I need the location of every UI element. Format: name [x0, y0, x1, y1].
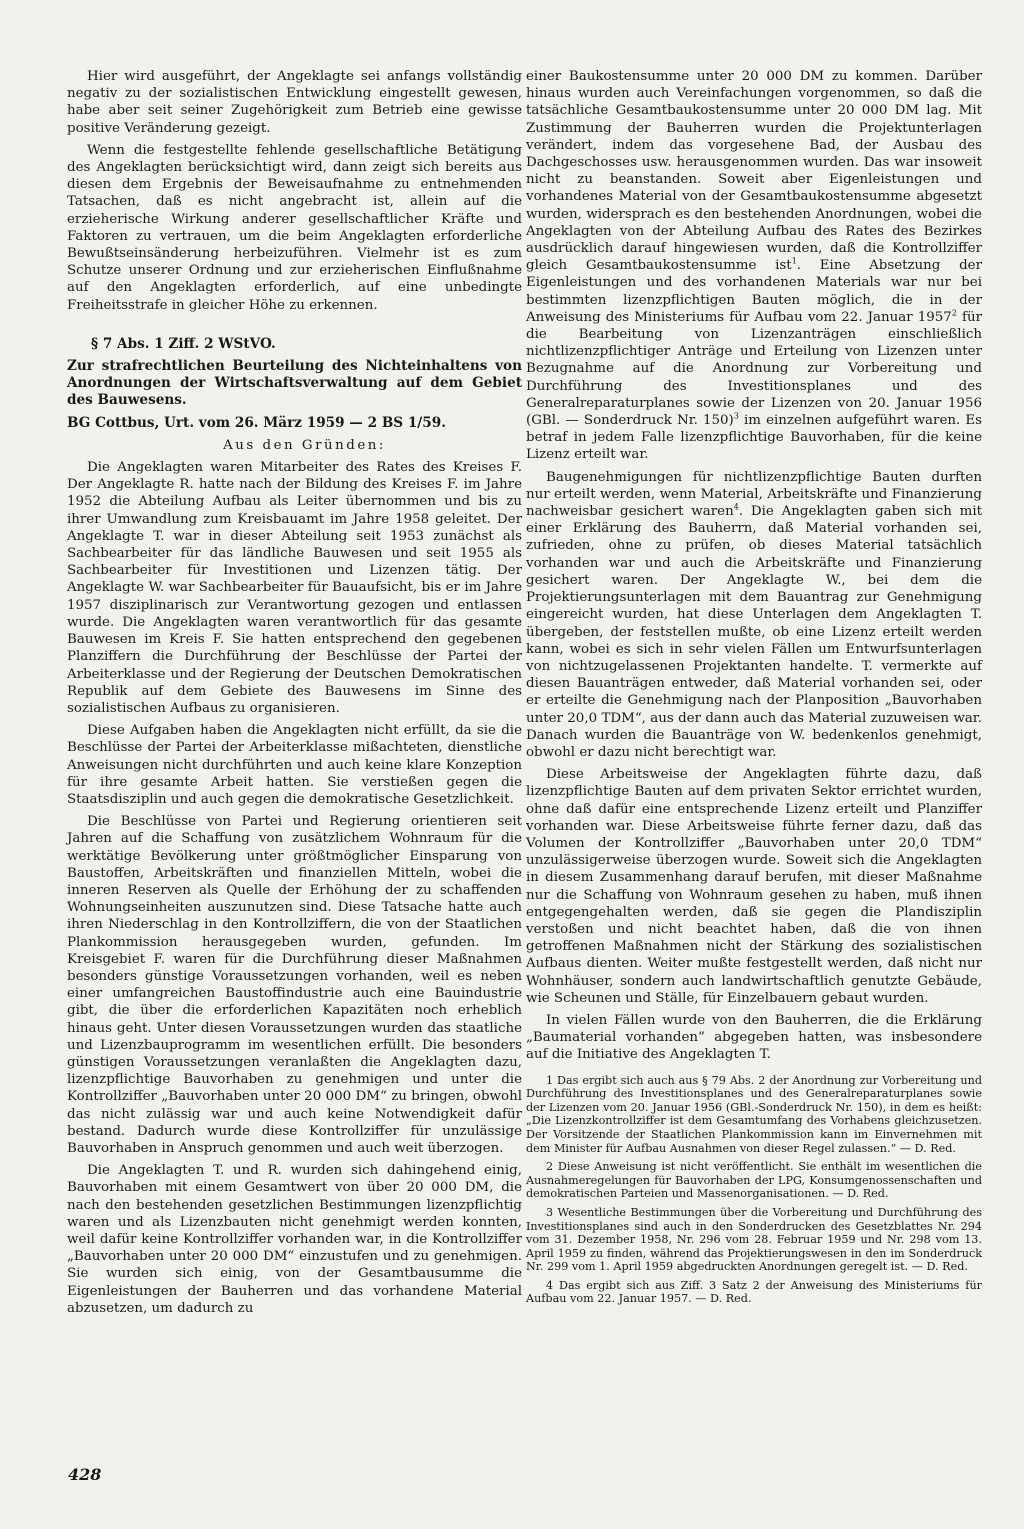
body-paragraph: [526, 68, 982, 464]
body-paragraph: [526, 469, 982, 761]
decision-header: [67, 336, 522, 432]
decision-subject: Zur strafrechtlichen Beurteilung des Nichteinhaltens von Anordnungen der Wirtschaftsverwaltung auf dem Gebiet des Bauwesens.: [67, 358, 522, 409]
court-citation: BG Cottbus, Urt. vom 26. März 1959 — 2 BS 1/59.: [67, 414, 446, 431]
body-paragraph: Die Beschlüsse von Partei und Regierung orientieren seit Jahren auf die Schaffung von zusätzlichem Wohnraum für die werktätige Bevölkerung unter größtmöglicher Einsparung von Baustoffen, Arbeitskräften und finanziellen Mitteln, wobei die inneren Reserven als Quelle der Erhöhung der zu schaffenden Wohnungseinheiten auszunutzen sind. Diese Tatsache hatte auch ihren Niederschlag in den Kontrollziffern, die von der Staatlichen Plankommission herausgegeben wurden, gefunden. Im Kreisgebiet F. waren für die Durchführung dieser Maßnahmen besonders günstige Voraussetzungen vorhanden, weil es neben einer umfangreichen Baustoffindustrie auch eine Bauindustrie gibt, die über die erforderlichen Kapazitäten noch erheblich hinaus geht. Unter diesen Voraussetzungen wurden das staatliche und Lizenzbauprogramm im wesentlichen erfüllt. Die besonders günstigen Voraussetzungen veranlaßten die Angeklagten dazu, lizenzpflichtige Bauvorhaben zu genehmigen und unter die Kontrollziffer „Bauvorhaben unter 20 000 DM“ zu bringen, obwohl das nicht zulässig war und auch keine Notwendigkeit dafür bestand. Dadurch wurde diese Kontrollziffer für unzulässige Bauvorhaben in Anspruch genommen und auch weit überzogen.: [67, 814, 522, 1156]
page-number: 428: [68, 1465, 102, 1484]
law-reference: § 7 Abs. 1 Ziff. 2 WStVO.: [91, 335, 276, 352]
footnote-marker: 1: [791, 256, 797, 266]
body-paragraph: Diese Arbeitsweise der Angeklagten führte dazu, daß lizenzpflichtige Bauten auf dem privaten Sektor errichtet wurden, ohne daß dafür eine entsprechende Lizenz erteilt und Planziffer vorhanden war. Diese Arbeitsweise führte ferner dazu, daß das Volumen der Kontrollziffer „Bauvorhaben unter 20,0 TDM“ unzulässigerweise überzogen wurde. Soweit sich die Angeklagten in diesem Zusammenhang darauf berufen, mit dieser Maßnahme nur die Schaffung von Wohnraum gesehen zu haben, muß ihnen entgegengehalten werden, daß sie gegen die Plandisziplin verstoßen und nicht beachtet haben, daß die von ihnen getroffenen Maßnahmen nicht der Stärkung des sozialistischen Aufbaus dienten. Weiter mußte festgestellt werden, daß nicht nur Wohnhäuser, sondern auch landwirtschaftlich genutzte Gebäude, wie Scheunen und Ställe, für Einzelbauern gebaut wurden.: [526, 767, 982, 1006]
footnote-marker: 4: [733, 502, 739, 512]
right-column: [526, 68, 982, 1311]
text-run: im einzelnen aufgeführt waren. Es betraf in jedem Falle lizenzpflichtige Bauvorhaben, für die keine Lizenz erteilt war.: [526, 413, 983, 463]
body-paragraph: Die Angeklagten T. und R. wurden sich dahingehend einig, Bauvorhaben mit einem Gesamtwert von über 20 000 DM, die nach den bestehenden gesetzlichen Bestimmungen lizenzpflichtig waren und als Lizenzbauten nicht genehmigt werden konnten, weil dafür keine Kontrollziffer vorhanden war, in die Kontrollziffer „Bauvorhaben unter 20 000 DM“ einzustufen und zu genehmigen. Sie wurden sich einig, von der Gesamtbausumme die Eigenleistungen der Bauherren und das vorhandene Material abzusetzen, um dadurch zu: [67, 1163, 522, 1316]
footnote-marker: 3: [733, 411, 739, 421]
footnote: 1 Das ergibt sich auch aus § 79 Abs. 2 der Anordnung zur Vorbereitung und Durchführung des Investitionsplanes und des Generalreparaturplanes sowie der Lizenzen vom 20. Januar 1956 (GBl.-Sonderdruck Nr. 150), in dem es heißt: „Die Lizenzkontrollziffer ist dem Gesamtumfang des Vorhabens gleichzusetzen. Der Vorsitzende der Staatlichen Plankommission kann im Einvernehmen mit dem Minister für Aufbau Ausnahmen von dieser Regel zulassen.“ — D. Red.: [526, 1073, 982, 1155]
footnote-marker: 2: [951, 308, 957, 318]
body-paragraph: Diese Aufgaben haben die Angeklagten nicht erfüllt, da sie die Beschlüsse der Partei der Arbeiterklasse mißachteten, dienstliche Anweisungen nicht durchführten und auch keine klare Konzeption für ihre gesamte Arbeit hatten. Sie verstießen gegen die Staatsdisziplin und auch gegen die demokratische Gesetzlichkeit.: [67, 723, 522, 807]
body-paragraph: Die Angeklagten waren Mitarbeiter des Rates des Kreises F. Der Angeklagte R. hatte nach der Bildung des Kreises F. im Jahre 1952 die Abteilung Aufbau als Leiter übernommen und bis zu ihrer Umwandlung zum Kreisbauamt im Jahre 1958 geleitet. Der Angeklagte T. war in dieser Abteilung seit 1953 zunächst als Sachbearbeiter für das ländliche Bauwesen und seit 1955 als Sachbearbeiter für Investitionen und Lizenzen tätig. Der Angeklagte W. war Sachbearbeiter für Bauaufsicht, bis er im Jahre 1957 disziplinarisch zur Verantwortung gezogen und entlassen wurde. Die Angeklagten waren verantwortlich für das gesamte Bauwesen im Kreis F. Sie hatten entsprechend den gegebenen Planziffern die Durchführung der Beschlüsse der Partei der Arbeiterklasse und der Regierung der Deutschen Demokratischen Republik auf dem Gebiete des Bauwesens im Sinne des sozialistischen Aufbaus zu organisieren.: [67, 460, 522, 716]
text-run: für die Bearbeitung von Lizenzanträgen einschließlich nichtlizenzpflichtiger Anträge und Erteilung von Lizenzen unter Bezugnahme auf die Anordnung zur Vorbereitung und Durchführung des Investitionsplanes und des Generalreparaturplanes sowie der Lizenzen von 20. Januar 1956 (GBl. — Sonderdruck Nr. 150): [526, 309, 982, 429]
text-run: einer Baukostensumme unter 20 000 DM zu kommen. Darüber hinaus wurden auch Vereinfachungen vorgenommen, so daß die tatsächliche Gesamtbaukostensumme unter 20 000 DM lag. Mit Zustimmung der Bauherren wurden die Projektunterlagen verändert, indem das vorgesehene Bad, der Ausbau des Dachgeschosses usw. herausgenommen wurden. Das war insoweit nicht zu beanstanden. Soweit aber Eigenleistungen und vorhandenes Material von der Gesamtbaukostensumme abgesetzt wurden, widersprach es den bestehenden Anordnungen, wobei die Angeklagten von der Abteilung Aufbau des Rates des Bezirkes ausdrücklich darauf hingewiesen wurden, daß die Kontrollziffer gleich Gesamtbaukostensumme ist: [526, 69, 982, 274]
intro-paragraph: Wenn die festgestellte fehlende gesellschaftliche Betätigung des Angeklagten berücksichtigt wird, dann zeigt sich bereits aus diesen dem Ergebnis der Beweisaufnahme zu entnehmenden Tatsachen, daß es nicht angebracht ist, allein auf die erzieherische Wirkung anderer gesellschaftlicher Kräfte und Faktoren zu vertrauen, um die beim Angeklagten erforderliche Bewußtseinsänderung herbeizuführen. Vielmehr ist es zum Schutze unserer Ordnung und zur erzieherischen Einflußnahme auf den Angeklagten erforderlich, auf eine unbedingte Freiheitsstrafe in gleicher Höhe zu erkennen.: [67, 142, 522, 313]
left-column: [67, 68, 522, 1322]
footnote: 3 Wesentliche Bestimmungen über die Vorbereitung und Durchführung des Investitionsplanes sind auch in den Sonderdrucken des Gesetzblattes Nr. 294 vom 31. Dezember 1958, Nr. 296 vom 28. Februar 1959 und Nr. 298 vom 13. April 1959 zu finden, während das Projektierungswesen in den im Sonderdruck Nr. 299 vom 1. April 1959 abgedruckten Anordnungen geregelt ist. — D. Red.: [526, 1205, 982, 1274]
text-run: . Eine Absetzung der Eigenleistungen und des vorhandenen Materials war nur bei bestimmten lizenzpflichtigen Bauten möglich, die in der Anweisung des Ministeriums für Aufbau vom 22. Januar 1957: [526, 258, 982, 325]
section-heading: Aus den Gründen:: [223, 437, 386, 453]
intro-paragraph: Hier wird ausgeführt, der Angeklagte sei anfangs vollständig negativ zu der sozialistischen Entwicklung eingestellt gewesen, habe aber seit seiner Zugehörigkeit zum Betrieb eine gewisse positive Veränderung gezeigt.: [67, 69, 522, 136]
text-run: Baugenehmigungen für nichtlizenzpflichtige Bauten durften nur erteilt werden, wenn Material, Arbeitskräfte und Finanzierung nachweisbar gesichert waren: [526, 469, 982, 520]
footnote: 2 Diese Anweisung ist nicht veröffentlicht. Sie enthält im wesentlichen die Ausnahmeregelungen für Bauvorhaben der LPG, Konsumgenossenschaften und demokratischen Parteien und Massenorganisationen. — D. Red.: [526, 1160, 982, 1201]
text-run: . Die Angeklagten gaben sich mit einer Erklärung des Bauherrn, daß Material vorhanden sei, zufrieden, ohne zu prüfen, ob dieses Material tatsächlich vorhanden war und auch die Arbeitskräfte und Finanzierung gesichert waren. Der Angeklagte W., bei dem die Projektierungsunterlagen mit dem Bauantrag zur Genehmigung eingereicht wurden, hat diese Unterlagen dem Angeklagten T. übergeben, der feststellen mußte, ob eine Lizenz erteilt werden kann, wobei es sich in sehr vielen Fällen um Entwurfsunterlagen von nichtzugelassenen Projektanten handelte. T. vermerkte auf diesen Bauanträgen entweder, daß Material vorhanden sei, oder er erteilte die Genehmigung nach der Planposition „Bauvorhaben unter 20,0 TDM“, aus der dann auch das Material zuzuweisen war. Danach wurden die Bauanträge von W. bedenkenlos genehmigt, obwohl er dazu nicht berechtigt war.: [526, 504, 982, 760]
footnotes: [526, 1074, 982, 1307]
body-paragraph: In vielen Fällen wurde von den Bauherren, die die Erklärung „Baumaterial vorhanden“ abgegeben hatten, was insbesondere auf die Initiative des Angeklagten T.: [526, 1012, 982, 1063]
footnote: 4 Das ergibt sich aus Ziff. 3 Satz 2 der Anweisung des Ministeriums für Aufbau vom 22. Januar 1957. — D. Red.: [526, 1278, 982, 1306]
